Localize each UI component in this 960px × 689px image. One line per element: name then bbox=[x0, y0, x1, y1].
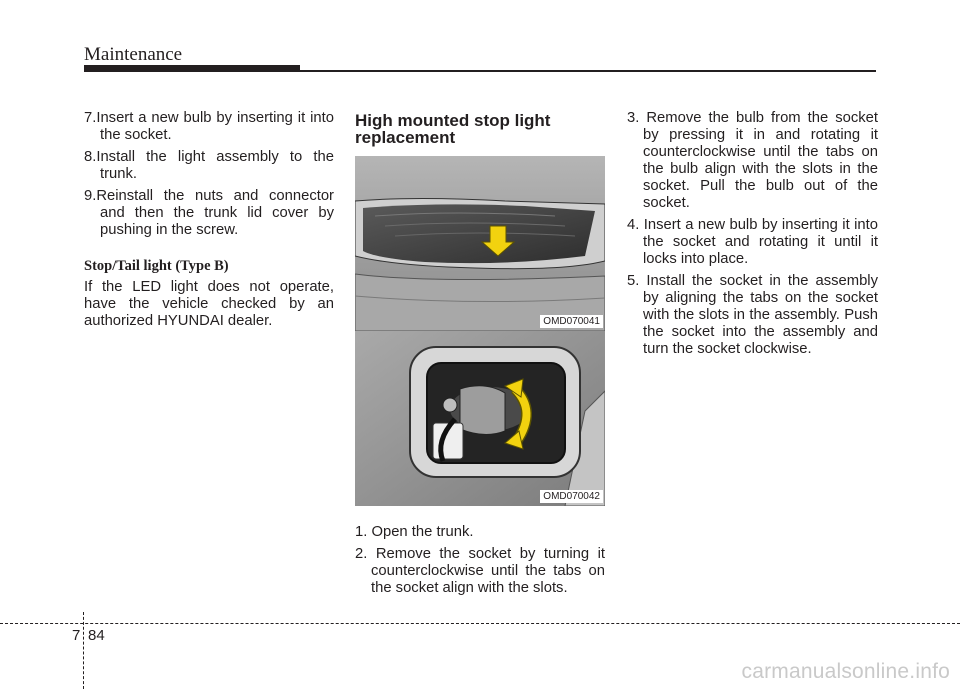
figure-rear-window bbox=[355, 156, 605, 331]
footer-vertical-divider bbox=[83, 612, 84, 689]
section-title: High mounted stop light replacement bbox=[355, 111, 551, 147]
column-right bbox=[627, 110, 878, 363]
chapter-number: 7 bbox=[72, 627, 81, 644]
step-5: 5. Install the socket in the assembly by aligning the tabs on the socket with the slots in the assembly. Push the socket into the assembly and turn the socket clockwise. bbox=[627, 273, 878, 357]
footer-divider bbox=[0, 623, 960, 624]
header-title: Maintenance bbox=[84, 44, 183, 65]
subheading-stop-tail-light: Stop/Tail light (Type B) bbox=[84, 258, 229, 274]
step-3: 3. Remove the bulb from the socket by pressing it in and rotating it counterclockwise until the tabs on the bulb align with the slots in the socket. Pull the bulb out of the socket. bbox=[627, 110, 878, 211]
column-middle-heading bbox=[355, 112, 605, 146]
step-8: 8.Install the light assembly to the trunk. bbox=[84, 149, 334, 182]
rear-window-illustration bbox=[355, 156, 605, 331]
column-left bbox=[84, 110, 334, 330]
page-number: 84 bbox=[88, 627, 105, 644]
step-4: 4. Insert a new bulb by inserting it into the socket and rotating it until it locks into place. bbox=[627, 217, 878, 267]
header-rule-thick bbox=[84, 65, 300, 72]
figure-code-1: OMD070041 bbox=[540, 315, 603, 328]
step-9: 9.Reinstall the nuts and connector and then the trunk lid cover by pushing in the screw. bbox=[84, 188, 334, 238]
step-7: 7.Insert a new bulb by inserting it into the socket. bbox=[84, 110, 334, 143]
column-middle-steps bbox=[355, 524, 605, 602]
figure-socket-removal bbox=[355, 331, 605, 506]
figure-code-2: OMD070042 bbox=[540, 490, 603, 503]
step-1: 1. Open the trunk. bbox=[355, 524, 474, 540]
socket-illustration bbox=[355, 331, 605, 506]
header-rule-thin bbox=[300, 70, 876, 72]
step-2: 2. Remove the socket by turning it counterclockwise until the tabs on the socket align with the slots. bbox=[355, 546, 605, 596]
watermark: carmanualsonline.info bbox=[741, 660, 950, 683]
led-paragraph: If the LED light does not operate, have the vehicle checked by an authorized HYUNDAI dealer. bbox=[84, 279, 334, 329]
